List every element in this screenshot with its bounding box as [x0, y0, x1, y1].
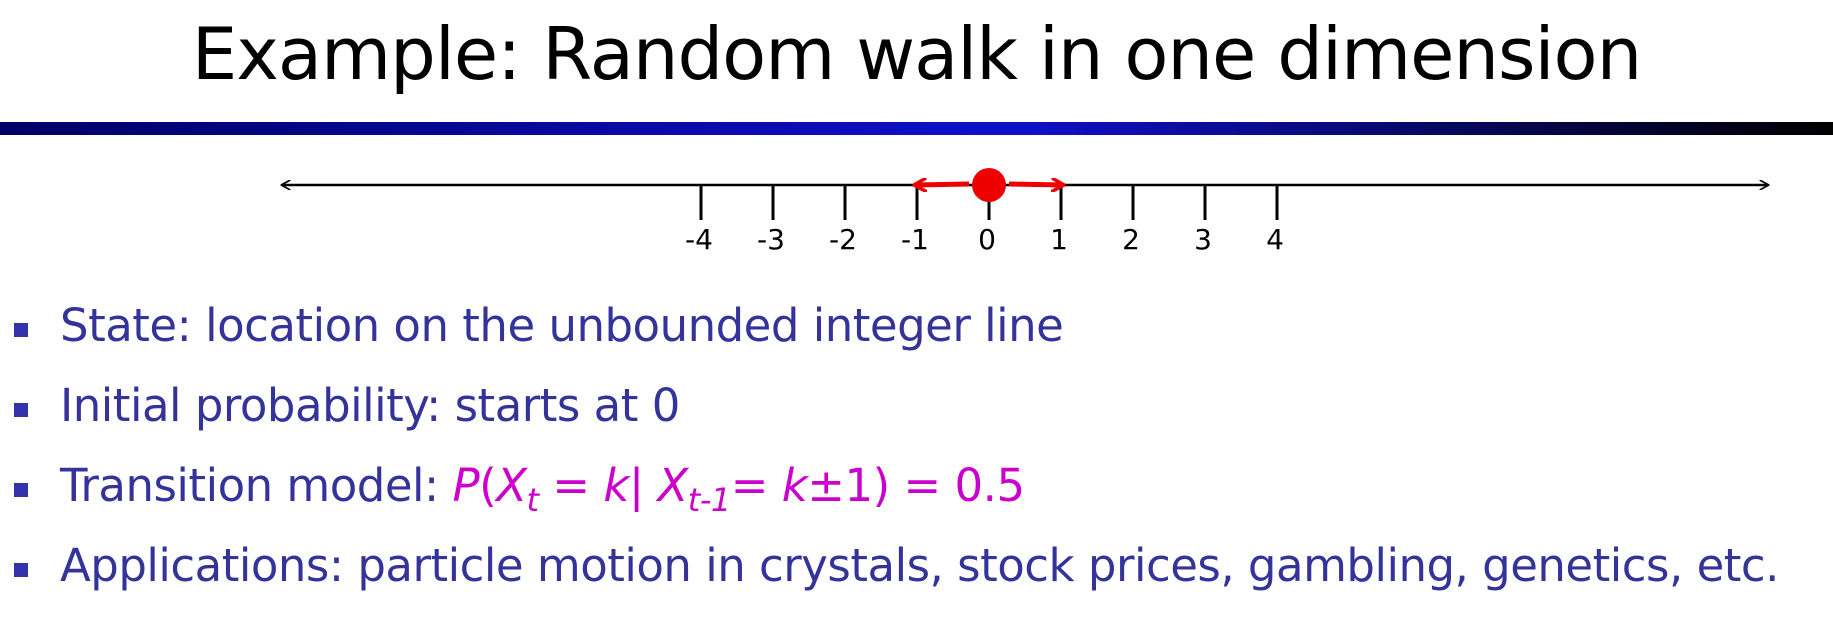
bullet-text	[60, 456, 1025, 519]
bullet-marker	[14, 563, 28, 577]
formula-x2: X	[657, 459, 688, 512]
formula-bar: |	[628, 459, 658, 512]
bullet-marker	[14, 323, 28, 337]
walker-dot	[972, 168, 1006, 202]
bullet-state	[0, 292, 1833, 372]
title-divider-bar	[0, 122, 1833, 135]
number-line-diagram	[0, 150, 1833, 270]
tick-label: -4	[685, 223, 713, 256]
formula-sub2: t-1	[687, 481, 731, 519]
formula-eq1: =	[538, 459, 604, 512]
formula-sub1: t	[526, 481, 539, 519]
bullet-marker	[14, 483, 28, 497]
walker-group	[915, 168, 1063, 202]
slide-title: Example: Random walk in one dimension	[191, 12, 1642, 96]
bullet-text: Applications: particle motion in crystals, stock prices, gambling, genetics, etc.	[60, 539, 1779, 592]
bullet-text: State: location on the unbounded integer line	[60, 299, 1064, 352]
tick-label: 4	[1266, 223, 1284, 256]
tick-label: -3	[757, 223, 785, 256]
formula-p: P	[452, 459, 480, 512]
bullet-applications	[0, 532, 1833, 612]
formula-k2: k	[781, 459, 808, 512]
tick-label: 3	[1194, 223, 1212, 256]
bullet-marker	[14, 403, 28, 417]
formula-x1: X	[496, 459, 527, 512]
tick-label: 1	[1050, 223, 1068, 256]
transition-formula	[452, 459, 1025, 519]
formula-open: (	[479, 459, 497, 512]
bullet-transition-model	[0, 452, 1833, 532]
tick-label: 2	[1122, 223, 1140, 256]
formula-pm: ±1) = 0.5	[807, 459, 1025, 512]
tick-label: -2	[829, 223, 857, 256]
bullet-text: Initial probability: starts at 0	[60, 379, 680, 432]
tick-label: -1	[901, 223, 929, 256]
bullet-initial-probability	[0, 372, 1833, 452]
formula-k1: k	[603, 459, 629, 512]
bullet-list	[0, 292, 1833, 612]
tick-label: 0	[978, 223, 996, 256]
title-divider	[0, 122, 1833, 135]
transition-label: Transition model:	[60, 459, 453, 512]
step-left-arrow	[915, 184, 969, 185]
formula-eq2: =	[730, 459, 782, 512]
step-right-arrow	[1009, 184, 1063, 185]
